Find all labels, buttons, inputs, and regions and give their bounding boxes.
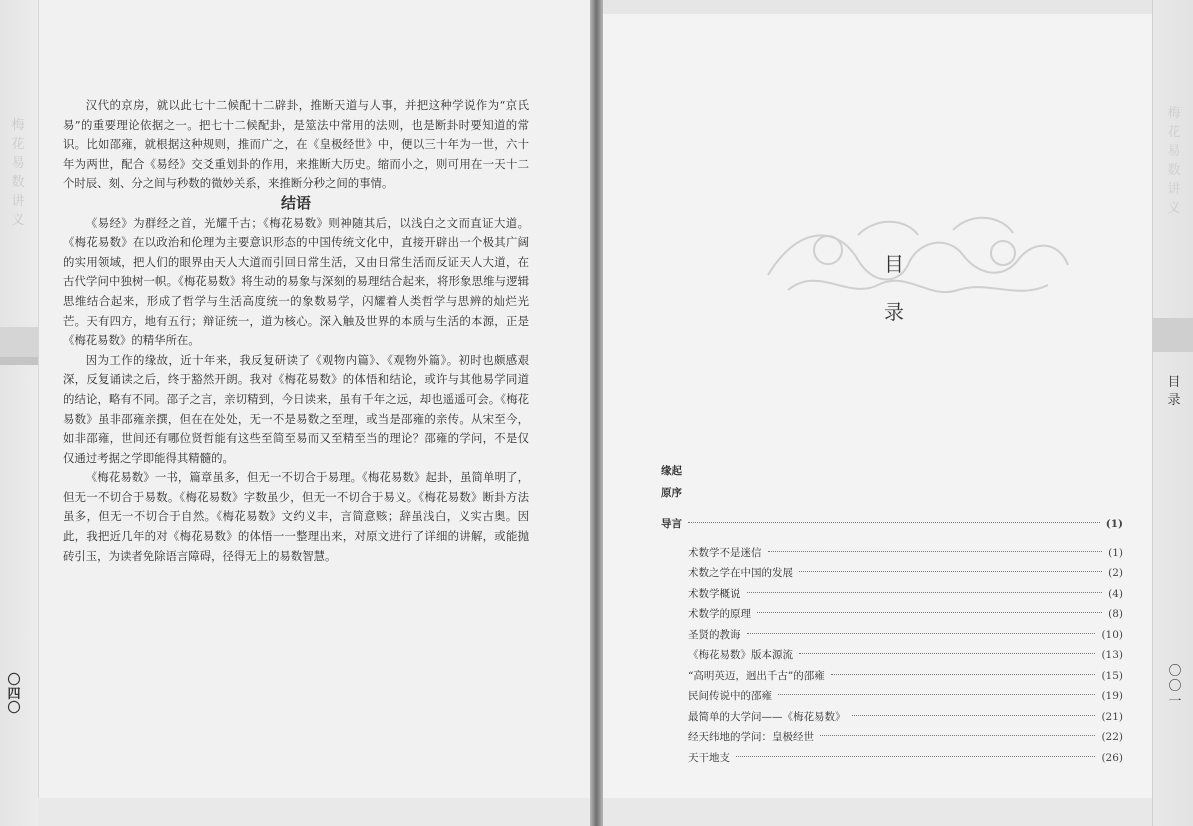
toc-entry[interactable]	[661, 543, 1123, 564]
toc-entry-title: 圣贤的教诲	[688, 628, 741, 641]
toc-entry-page: (21)	[1101, 710, 1123, 723]
toc-entry-title: 术数学的原理	[688, 608, 751, 620]
toc-leader-dots	[799, 653, 1095, 654]
left-margin-strip	[0, 0, 39, 826]
right-margin-strip	[1152, 0, 1193, 826]
toc-entry[interactable]	[661, 563, 1123, 584]
left-margin-title: 梅花易数讲义	[11, 118, 25, 228]
toc-entry-page: (1)	[1108, 546, 1123, 559]
paragraph: 因为工作的缘故，近十年来，我反复研读了《观物内篇》、《观物外篇》。初时也颇感艰深，反复诵读之后，终于豁然开朗。我对《梅花易数》的体悟和结论，或许与其他易学同道的结论，略有不同。邵子之言，亲切精到，今日读来，虽有千年之远，却也遥遥可会。《梅花易数》虽非邵雍亲撰，但在在处处，无一不是易数之至理，或当是邵雍的亲传。从宋至今，如非邵雍，世间还有哪位贤哲能有这些至简至易而又至精至当的理论？邵雍的学问，不是仅仅通过考据之学即能得其精髓的。	[63, 352, 529, 465]
left-margin-tab-shadow	[0, 357, 38, 365]
toc-entry-title: 《梅花易数》版本源流	[688, 649, 793, 661]
book-gutter	[590, 0, 603, 826]
toc-leader-dots	[688, 522, 1100, 523]
section-heading: 结语	[280, 193, 311, 212]
toc-entry-page: (19)	[1101, 690, 1123, 702]
toc-leader-dots	[852, 715, 1096, 716]
toc-leader-dots	[768, 551, 1103, 552]
toc-entry-page: (4)	[1108, 587, 1123, 600]
toc-entry[interactable]	[661, 707, 1123, 728]
toc-leader-dots	[747, 592, 1103, 593]
toc-entry-title: 术数学概说	[688, 587, 741, 600]
paragraph: 《易经》为群经之首，光耀千古；《梅花易数》则神随其后，以浅白之文而直证大道。《梅花易数》在以政治和伦理为主要意识形态的中国传统文化中，直接开辟出一个极其广阔的实用领域，把人们的眼界由天人大道而引回日常生活，又由日常生活而反证天人大道，在古代学问中独树一帜。《梅花易数》将生动的易象与深刻的易理结合起来，将形象思维与逻辑思维结合起来，形成了哲学与生活高度统一的象数易学，闪耀着人类哲学与思辨的灿烂光芒。天有四方，地有五行；辩证统一，道为核心。深入触及世界的本质与生活的本源，正是《梅花易数》的精华所在。	[63, 215, 529, 348]
paragraph: 《梅花易数》一书，篇章虽多，但无一不切合于易理。《梅花易数》起卦，虽简单明了，但无一不切合于易数。《梅花易数》字数虽少，但无一不切合于易义。《梅花易数》断卦方法虽多，但无一不切合于自然。《梅花易数》文约义丰，言简意赅；辞虽浅白，义实古奥。因此，我把近几年的对《梅花易数》的体悟一一整理出来，对原文进行了详细的讲解，或能抛砖引玉，为读者免除语言障碍，径得无上的易数智慧。	[63, 470, 529, 563]
toc-leader-dots	[736, 756, 1095, 757]
left-bottom-band	[38, 798, 590, 826]
toc-entry[interactable]	[661, 625, 1123, 646]
left-page-number: 〇四〇	[7, 673, 21, 716]
toc-leader-dots	[747, 633, 1096, 634]
toc-entry[interactable]	[661, 727, 1123, 748]
decorative-cloud-ornament	[758, 205, 1078, 315]
left-margin-tab	[0, 327, 38, 357]
toc-entry-title: 最简单的大学问——《梅花易数》	[688, 710, 846, 723]
toc-entry-title: 导言	[661, 518, 682, 530]
table-of-contents	[661, 460, 1123, 768]
toc-entry-page: (10)	[1101, 628, 1123, 641]
toc-item-preface-origin[interactable]: 缘起	[661, 465, 682, 477]
toc-entry-page: (26)	[1101, 751, 1123, 764]
toc-entry-title: 术数之学在中国的发展	[688, 567, 793, 579]
toc-entry-page: (15)	[1101, 669, 1123, 682]
toc-entry-title: “高明英迈，迥出千古”的邵雍	[688, 669, 825, 682]
toc-entry[interactable]	[661, 748, 1123, 769]
toc-leader-dots	[778, 694, 1095, 695]
toc-leader-dots	[799, 571, 1102, 572]
toc-entry-title: 民间传说中的邵雍	[688, 690, 772, 702]
toc-leader-dots	[757, 612, 1102, 613]
toc-entry[interactable]	[661, 645, 1123, 666]
toc-entry-title: 经天纬地的学问：皇极经世	[688, 731, 814, 743]
left-page	[0, 0, 590, 826]
toc-entry-page: (1)	[1105, 518, 1123, 530]
right-margin-title: 梅花易数讲义	[1167, 106, 1181, 216]
toc-entry-page: (8)	[1108, 608, 1123, 620]
right-top-band	[603, 0, 1153, 14]
toc-entry[interactable]	[661, 584, 1123, 605]
paragraph: 汉代的京房，就以此七十二候配十二辟卦，推断天道与人事，并把这种学说作为“京氏易”的重要理论依据之一。把七十二候配卦，是筮法中常用的法则，也是断卦时要知道的常识。比如邵雍，就根据这种规则，推而广之，在《皇极经世》中，便以三十年为一世，六十年为两世，配合《易经》交爻重划卦的作用，来推断大历史。缩而小之，则可用在一天十二个时辰、刻、分之间与秒数的微妙关系，来推断分秒之间的事情。	[63, 98, 529, 191]
left-body-text	[63, 96, 529, 566]
toc-entry[interactable]	[661, 666, 1123, 687]
toc-title-char-1: 目	[884, 252, 904, 276]
right-margin-tab	[1153, 318, 1193, 352]
toc-entry-page: (13)	[1101, 649, 1123, 661]
right-bottom-band	[603, 798, 1153, 826]
right-page-number: 〇〇一	[1168, 664, 1182, 709]
right-page	[603, 0, 1193, 826]
toc-title	[879, 240, 909, 336]
toc-item-original-preface[interactable]: 原序	[661, 487, 682, 499]
toc-entry-page: (2)	[1108, 567, 1123, 579]
toc-leader-dots	[820, 735, 1095, 736]
toc-leader-dots	[831, 674, 1096, 675]
toc-entry-title: 术数学不是迷信	[688, 546, 762, 559]
toc-entry[interactable]	[661, 604, 1123, 625]
toc-title-char-2: 录	[884, 300, 904, 324]
section-label: 目录	[1167, 375, 1181, 408]
toc-item-introduction[interactable]	[661, 514, 1123, 535]
toc-entry-title: 天干地支	[688, 751, 730, 764]
toc-entry[interactable]	[661, 686, 1123, 707]
toc-entry-page: (22)	[1101, 731, 1123, 743]
